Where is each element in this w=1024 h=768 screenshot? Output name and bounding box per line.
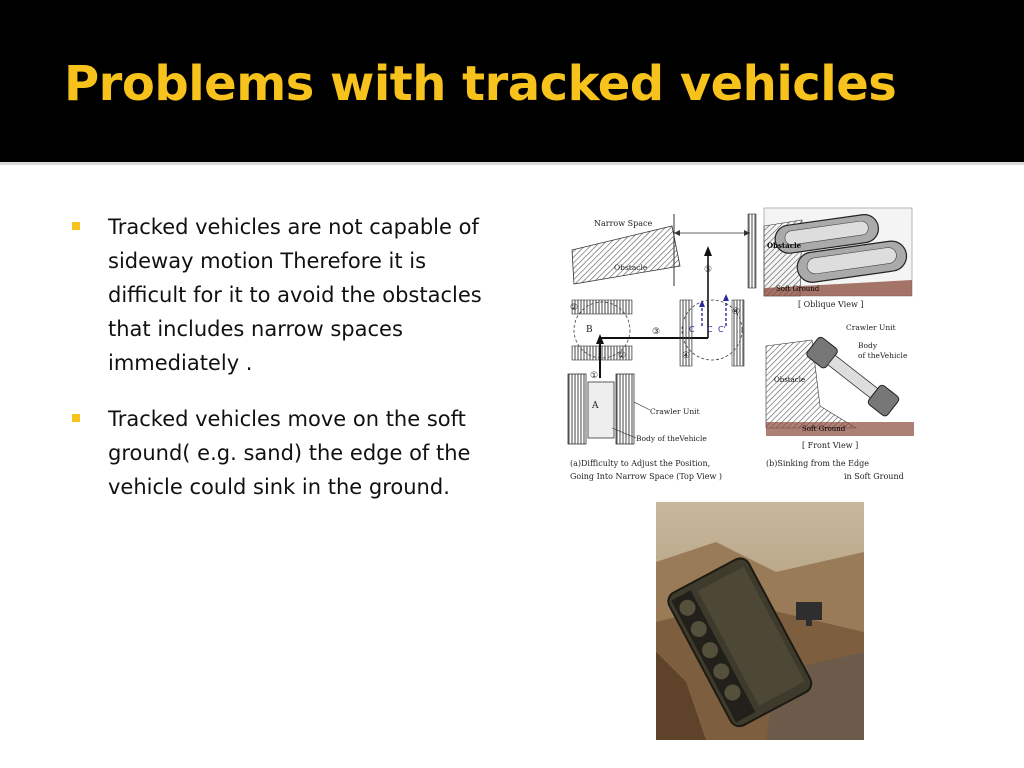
- step-3-label: ③: [652, 327, 661, 337]
- title-bar: [0, 0, 1024, 160]
- step-4-label: ④: [682, 351, 691, 361]
- narrow-space-label: Narrow Space: [594, 219, 653, 228]
- step-4-label: ④: [732, 307, 741, 317]
- crawler-track-left: [568, 374, 586, 444]
- slide-title: Problems with tracked vehicles: [64, 56, 897, 112]
- bullet-text: Tracked vehicles are not capable of sideway motion Therefore it is difficult for it to avoid the obstacles that includes narrow spaces immediately .: [108, 215, 482, 375]
- oblique-soft-ground-label: Soft Ground: [776, 285, 820, 293]
- bullet-item: [70, 210, 510, 380]
- tracked-vehicle-diagram: [562, 206, 920, 490]
- front-crawler-unit-label: Crawler Unit: [846, 323, 896, 332]
- oblique-view-label: [ Oblique View ]: [798, 300, 864, 309]
- front-soft-ground-label: Soft Ground: [802, 425, 846, 433]
- step-2-label: ②: [618, 351, 627, 361]
- crawler-unit-label: Crawler Unit: [650, 407, 700, 416]
- slide-content: [0, 168, 1024, 768]
- front-view-label: [ Front View ]: [802, 441, 859, 450]
- point-a-label: A: [592, 401, 599, 411]
- bullet-text: Tracked vehicles move on the soft ground( e.g. sand) the edge of the vehicle could sink in the ground.: [108, 407, 471, 499]
- square-bullet-icon: [72, 414, 80, 422]
- front-body-line1: Body: [858, 341, 878, 350]
- step-5-label: ⑤: [704, 265, 713, 275]
- bullet-list: [70, 210, 510, 526]
- obstacle-label: Obstacle: [614, 263, 648, 272]
- square-bullet-icon: [72, 222, 80, 230]
- caption-a-line1: (a)Difficulty to Adjust the Position,: [570, 459, 711, 468]
- obstacle-right-wall: [748, 214, 756, 288]
- oblique-obstacle-label: Obstacle: [767, 241, 802, 250]
- step-2-label: ②: [570, 303, 579, 313]
- bullet-item: [70, 402, 510, 504]
- point-b-label: B: [586, 325, 593, 335]
- front-body-line2: of theVehicle: [858, 351, 908, 360]
- caption-b-line2: in Soft Ground: [844, 472, 904, 481]
- step-1-label: ①: [590, 371, 599, 381]
- overturned-tank-photo: [656, 502, 864, 740]
- title-divider: [0, 160, 1024, 168]
- caption-a-line2: Going Into Narrow Space (Top View ): [570, 472, 722, 481]
- point-c-prime-label: C': [718, 325, 726, 334]
- body-of-vehicle-label: Body of theVehicle: [636, 434, 707, 443]
- point-c-label: C: [707, 325, 713, 334]
- front-obstacle-label: Obstacle: [774, 376, 806, 384]
- caption-b-line1: (b)Sinking from the Edge: [766, 459, 869, 468]
- point-c-label: C: [689, 325, 695, 334]
